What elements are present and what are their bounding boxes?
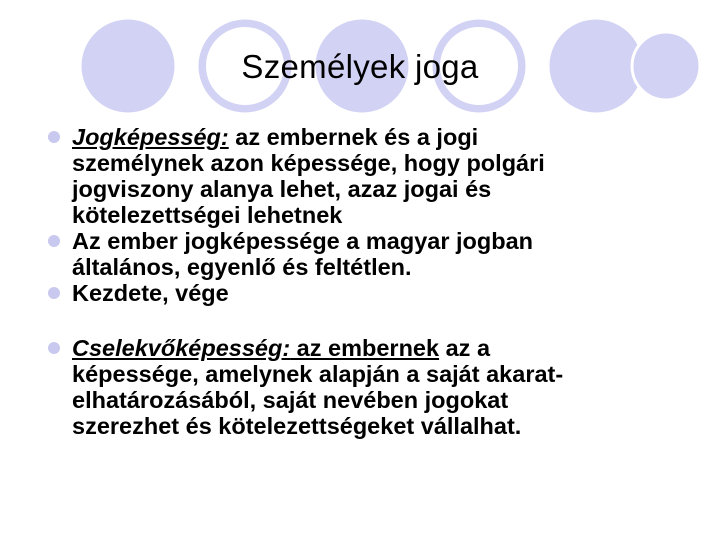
bullet-text-line: személynek azon képessége, hogy polgári	[72, 150, 545, 176]
bullet-text-line: szerezhet és kötelezettségeket vállalhat.	[72, 413, 522, 439]
bullet-text-line: általános, egyenlő és feltétlen.	[72, 254, 412, 280]
bullet-text-line: kötelezettségei lehetnek	[72, 202, 343, 228]
term-jogkepesseg: Jogképesség:	[72, 124, 229, 150]
bullet-item-altalanos	[48, 228, 688, 280]
bullet-text-line: az embernek és a jogi	[228, 124, 479, 150]
bullet-dot-icon	[48, 342, 60, 354]
bullet-item-cselekvokepesseg	[48, 335, 688, 439]
bullet-item-jogkepesseg	[48, 124, 688, 228]
slide-title: Személyek joga	[241, 48, 479, 85]
slide-content	[48, 124, 688, 439]
bullet-text-line: képessége, amelynek alapján a saját akarat-	[72, 361, 564, 387]
bullet-text-line: jogviszony alanya lehet, azaz jogai és	[72, 176, 492, 202]
underlined-phrase: az embernek	[290, 335, 440, 361]
bullet-dot-icon	[48, 287, 60, 299]
term-cselekvokepesseg: Cselekvőképesség:	[72, 335, 291, 361]
bullet-text-line: Kezdete, vége	[72, 280, 229, 306]
bullet-dot-icon	[48, 131, 60, 143]
bullet-dot-icon	[48, 235, 60, 247]
bullet-text-line: elhatározásából, saját nevében jogokat	[72, 387, 509, 413]
bullet-text-line: az a	[439, 335, 491, 361]
bullet-text-line: Az ember jogképessége a magyar jogban	[72, 228, 534, 254]
bullet-item-kezdete	[48, 280, 688, 306]
